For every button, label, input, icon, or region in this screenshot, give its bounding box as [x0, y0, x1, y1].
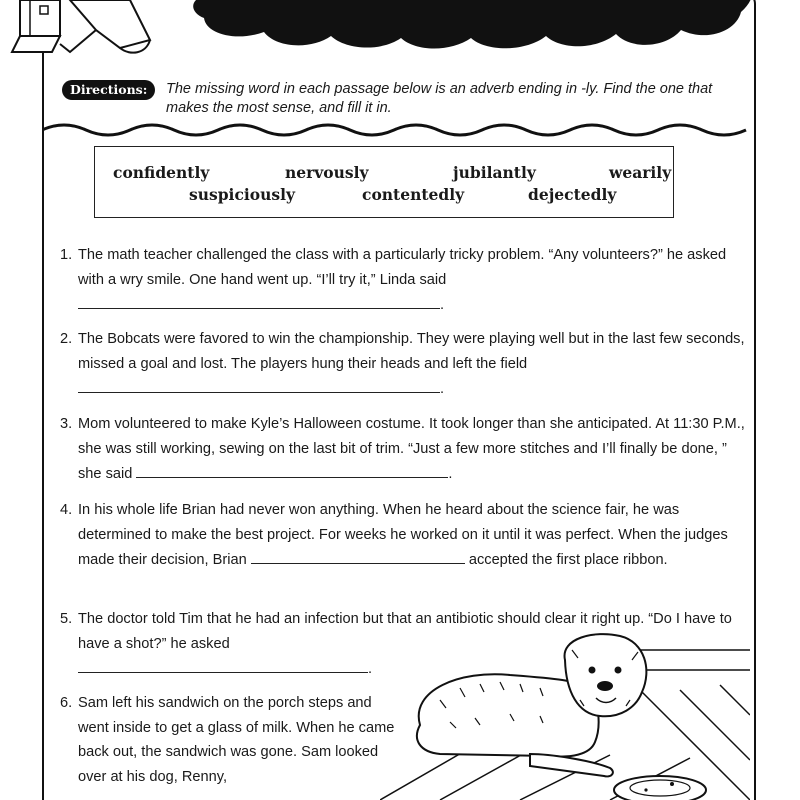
- answer-blank[interactable]: [251, 547, 465, 564]
- question-text: Sam left his sandwich on the porch steps and went inside to get a glass of milk. When he came back out, the sandwich was gone. Sam looked over at his dog, Renny,: [78, 695, 395, 785]
- cloud-shape: [176, 0, 754, 52]
- directions-text: The missing word in each passage below is an adverb ending in -ly. Find the one that makes the most sense, and fill it in.: [166, 81, 713, 116]
- word-bank-word: contentedly: [362, 185, 465, 204]
- word-bank-word: confidently: [113, 163, 210, 182]
- question-number: 5.: [60, 611, 73, 627]
- wavy-divider: [42, 118, 756, 140]
- answer-blank[interactable]: [136, 461, 448, 478]
- question-number: 4.: [60, 502, 73, 518]
- dog-illustration: [380, 630, 750, 800]
- question-text: The Bobcats were favored to win the championship. They were playing well but in the last few seconds, missed a goal and lost. The players hung their heads and left the field: [78, 331, 745, 372]
- question-text: The math teacher challenged the class with a particularly tricky problem. “Any volunteers?” he asked with a wry smile. One hand went up. “I’ll try it,” Linda said: [78, 247, 727, 288]
- question-number: 3.: [60, 416, 73, 432]
- question-end: .: [368, 661, 373, 677]
- question-number: 6.: [60, 695, 73, 711]
- question-text: In his whole life Brian had never won anything. When he heard about the science fair, he was determined to make the best project. For weeks he worked on it until it was perfect. When the judges made their decision, Brian: [78, 502, 728, 568]
- answer-blank[interactable]: [78, 376, 440, 393]
- answer-blank[interactable]: [78, 292, 440, 309]
- box-illustration: [0, 0, 170, 70]
- word-bank-word: dejectedly: [528, 185, 617, 204]
- question-text: Mom volunteered to make Kyle’s Halloween costume. It took longer than she anticipated. At 11:30 P.M., she was still working, sewing on the last bit of trim. “Just a few more stitches and I’ll finally be done, ” she said: [78, 416, 745, 482]
- question-number: 1.: [60, 247, 73, 263]
- question-text-after: accepted the first place ribbon.: [468, 552, 668, 568]
- question-end: .: [440, 381, 445, 397]
- directions-label: Directions:: [62, 80, 155, 100]
- question-end: .: [440, 297, 445, 313]
- answer-blank[interactable]: [78, 656, 368, 673]
- question-text: The doctor told Tim that he had an infection but that an antibiotic should clear it right up. “Do I have to have a shot?” he asked: [78, 611, 732, 652]
- word-bank-word: suspiciously: [189, 185, 296, 204]
- question-number: 2.: [60, 331, 73, 347]
- title-banner: [176, 0, 754, 52]
- question-end: .: [448, 466, 453, 482]
- word-bank-word: wearily: [609, 163, 672, 182]
- word-bank-word: jubilantly: [453, 163, 536, 182]
- word-bank-word: nervously: [285, 163, 369, 182]
- word-bank: [94, 146, 674, 218]
